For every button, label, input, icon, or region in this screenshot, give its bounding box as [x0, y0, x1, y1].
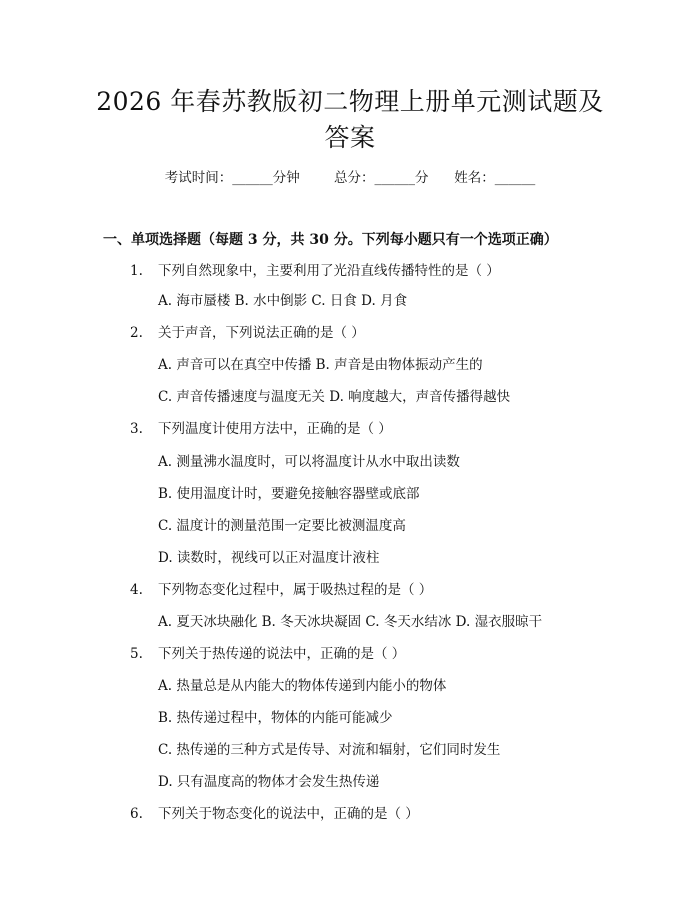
document-title [60, 84, 640, 156]
title-line-1: 2026 年春苏教版初二物理上册单元测试题及 [96, 87, 604, 116]
total-score-blank: ______ [374, 170, 416, 186]
question-number: 5. [130, 646, 143, 662]
question-text: 下列物态变化过程中，属于吸热过程的是（ ） [158, 582, 433, 598]
question-text: 下列关于热传递的说法中，正确的是（ ） [158, 646, 406, 662]
total-score-label: 总分： [334, 170, 375, 186]
section-heading: 一、单项选择题（每题 3 分，共 30 分。下列每小题只有一个选项正确） [103, 232, 558, 248]
question-option: C. 声音传播速度与温度无关 D. 响度越大，声音传播得越快 [158, 389, 511, 405]
question-option: A. 夏天冰块融化 B. 冬天冰块凝固 C. 冬天水结冰 D. 湿衣服晾干 [158, 614, 543, 630]
question-number: 2. [130, 325, 143, 341]
question-option: C. 热传递的三种方式是传导、对流和辐射，它们同时发生 [158, 742, 501, 758]
name-blank: ______ [494, 170, 536, 186]
question-option: D. 只有温度高的物体才会发生热传递 [158, 774, 380, 790]
name-label: 姓名： [454, 170, 495, 186]
question-option: A. 热量总是从内能大的物体传递到内能小的物体 [158, 678, 447, 694]
exam-time-unit: 分钟 [272, 170, 300, 186]
question-option: C. 温度计的测量范围一定要比被测温度高 [158, 518, 406, 534]
exam-info-line [0, 168, 700, 188]
question-number: 1. [130, 263, 143, 279]
question-number: 4. [130, 582, 143, 598]
question-option: A. 海市蜃楼 B. 水中倒影 C. 日食 D. 月食 [158, 293, 408, 309]
exam-time-label: 考试时间： [164, 170, 233, 186]
question-number: 3. [130, 421, 143, 437]
title-line-2: 答案 [324, 123, 376, 152]
question-option: B. 使用温度计时，要避免接触容器壁或底部 [158, 486, 420, 502]
question-option: A. 声音可以在真空中传播 B. 声音是由物体振动产生的 [158, 357, 483, 373]
question-text: 下列自然现象中，主要利用了光沿直线传播特性的是（ ） [158, 263, 500, 279]
question-text: 下列关于物态变化的说法中，正确的是（ ） [158, 806, 419, 822]
question-option: A. 测量沸水温度时，可以将温度计从水中取出读数 [158, 454, 460, 470]
question-text: 下列温度计使用方法中，正确的是（ ） [158, 421, 392, 437]
exam-time-blank: ______ [232, 170, 273, 186]
question-text: 关于声音，下列说法正确的是（ ） [158, 325, 365, 341]
question-number: 6. [130, 806, 143, 822]
question-option: B. 热传递过程中，物体的内能可能减少 [158, 710, 393, 726]
question-option: D. 读数时，视线可以正对温度计液柱 [158, 550, 380, 566]
total-score-unit: 分 [415, 170, 429, 186]
